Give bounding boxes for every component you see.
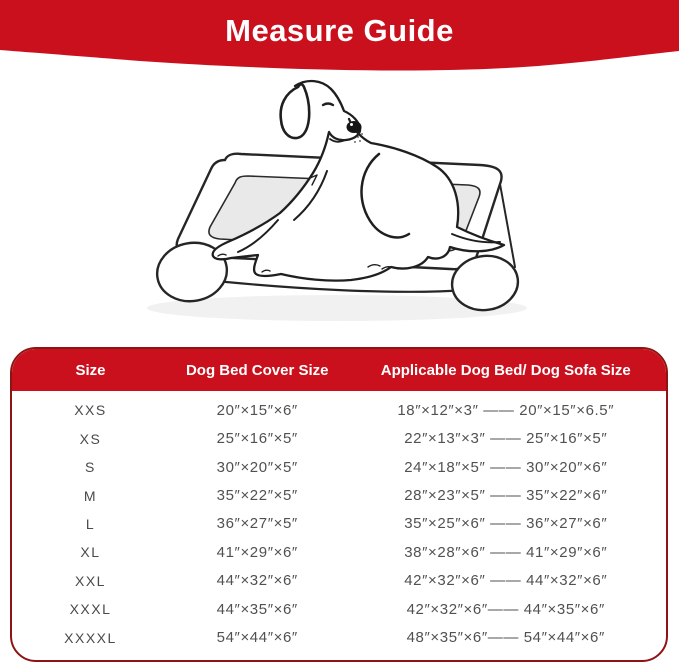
cover-size-cell: 41″×29″×6″ xyxy=(216,543,298,561)
table-row xyxy=(12,538,666,566)
applicable-size-cell: 28″×23″×5″ —— 35″×22″×6″ xyxy=(404,487,608,505)
applicable-size-cell: 22″×13″×3″ —— 25″×16″×5″ xyxy=(404,430,608,448)
cover-size-cell: 20″×15″×6″ xyxy=(216,401,298,419)
size-cell: XS xyxy=(79,430,102,447)
size-cell: L xyxy=(85,515,96,532)
applicable-size-cell: 42″×32″×6″—— 44″×35″×6″ xyxy=(406,600,605,618)
cover-size-cell: 36″×27″×5″ xyxy=(216,515,298,533)
applicable-size-cell: 48″×35″×6″—— 54″×44″×6″ xyxy=(406,629,605,647)
size-table-body xyxy=(12,391,666,660)
size-table-header xyxy=(12,349,666,391)
table-row xyxy=(12,595,666,623)
dog-on-bed-drawing xyxy=(132,74,546,330)
dog-on-bed-illustration xyxy=(132,74,546,330)
column-header-size: Size xyxy=(75,361,106,379)
column-header-cover-size: Dog Bed Cover Size xyxy=(185,361,329,379)
cover-size-cell: 44″×32″×6″ xyxy=(216,572,298,590)
table-row xyxy=(12,396,666,424)
cover-size-cell: 30″×20″×5″ xyxy=(216,458,298,476)
cover-size-cell: 54″×44″×6″ xyxy=(216,629,298,647)
applicable-size-cell: 18″×12″×3″ —— 20″×15″×6.5″ xyxy=(397,401,615,419)
page-title: Measure Guide xyxy=(225,13,454,48)
size-cell: S xyxy=(85,459,96,476)
column-header-applicable-size: Applicable Dog Bed/ Dog Sofa Size xyxy=(380,361,631,379)
applicable-size-cell: 38″×28″×6″ —— 41″×29″×6″ xyxy=(404,543,608,561)
size-table xyxy=(10,347,668,662)
cover-size-cell: 25″×16″×5″ xyxy=(216,430,298,448)
table-row xyxy=(12,624,666,652)
size-cell: XXL xyxy=(74,572,106,589)
size-cell: XXS xyxy=(74,402,107,419)
size-cell: XL xyxy=(80,544,101,561)
table-row xyxy=(12,481,666,509)
dog-ear xyxy=(281,84,310,138)
size-cell: M xyxy=(83,487,98,504)
size-cell: XXXL xyxy=(69,601,112,618)
dog-nose xyxy=(347,121,362,133)
applicable-size-cell: 24″×18″×5″ —— 30″×20″×6″ xyxy=(404,458,608,476)
table-row xyxy=(12,567,666,595)
table-row xyxy=(12,510,666,538)
applicable-size-cell: 42″×32″×6″ —— 44″×32″×6″ xyxy=(404,572,608,590)
cover-size-cell: 35″×22″×5″ xyxy=(216,487,298,505)
table-row xyxy=(12,453,666,481)
bed-right-edge xyxy=(500,184,515,267)
cover-size-cell: 44″×35″×6″ xyxy=(216,600,298,618)
dog-eye xyxy=(323,104,333,106)
applicable-size-cell: 35″×25″×6″ —— 36″×27″×6″ xyxy=(404,515,608,533)
table-row xyxy=(12,424,666,452)
size-cell: XXXXL xyxy=(64,629,117,646)
banner xyxy=(0,0,679,80)
